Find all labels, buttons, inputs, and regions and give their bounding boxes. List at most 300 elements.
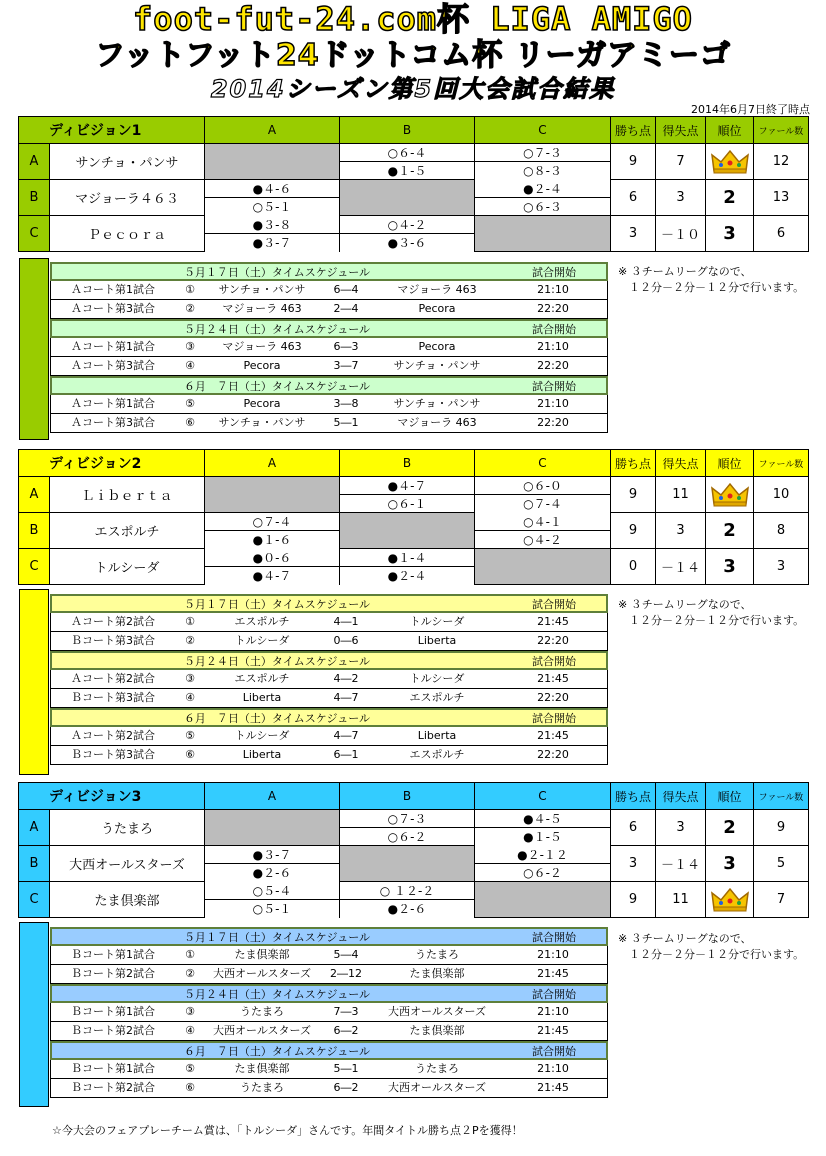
start-time-header: 試合開始	[532, 380, 576, 393]
foul-count: 5	[754, 846, 809, 882]
home-team: 大西オールスターズ	[213, 1024, 311, 1037]
rank: 2	[706, 513, 754, 549]
match-score: 6―3	[333, 340, 359, 353]
match-result: ○６-１	[340, 495, 475, 513]
match-number: ①	[185, 948, 195, 961]
court-slot: Ｂコート第2試合	[71, 1081, 155, 1094]
schedule-side-bar	[19, 589, 49, 775]
match-number: ⑤	[185, 1062, 195, 1075]
col-header-b: B	[340, 450, 475, 477]
away-team: 大西オールスターズ	[388, 1081, 486, 1094]
goal-difference: 11	[656, 477, 706, 513]
col-header-rank: 順位	[706, 117, 754, 144]
start-time-header: 試合開始	[532, 931, 576, 944]
schedule-date-header	[50, 319, 608, 338]
team-name: Ｌｉｂｅｒｔａ	[50, 477, 205, 513]
match-score: 3―7	[333, 359, 359, 372]
goal-difference: 3	[656, 513, 706, 549]
team-letter: B	[19, 513, 50, 549]
team-name: エスポルチ	[50, 513, 205, 549]
schedule-date-header	[50, 1041, 608, 1060]
schedule-match-row	[50, 670, 608, 689]
match-result: ○５-１	[205, 198, 340, 216]
away-team: エスポルチ	[409, 691, 465, 704]
start-time: 22:20	[537, 748, 569, 761]
col-header-win-points: 勝ち点	[611, 783, 656, 810]
home-team: マジョーラ 463	[222, 302, 302, 315]
match-result: ●１-５	[340, 162, 475, 180]
foul-count: 8	[754, 513, 809, 549]
court-slot: Ａコート第1試合	[71, 397, 155, 410]
win-points: 3	[611, 216, 656, 252]
schedule-date-header	[50, 262, 608, 281]
foul-count: 6	[754, 216, 809, 252]
match-result: ●１-４	[340, 549, 475, 567]
home-team: エスポルチ	[234, 615, 290, 628]
match-score: 7―3	[333, 1005, 359, 1018]
match-number: ③	[185, 340, 195, 353]
start-time: 21:10	[537, 283, 569, 296]
schedule-match-row	[50, 632, 608, 651]
standings-table	[18, 782, 809, 918]
goal-difference: －１４	[656, 549, 706, 585]
team-name: うたまろ	[50, 810, 205, 846]
rank: 2	[706, 810, 754, 846]
win-points: 9	[611, 477, 656, 513]
league-note-line: １２分－２分－１２分で行います。	[618, 281, 805, 294]
title-line-3: 2014シーズン第5回大会試合結果	[210, 75, 616, 103]
home-team: Liberta	[242, 691, 282, 704]
foul-count: 9	[754, 810, 809, 846]
schedule-date-header	[50, 984, 608, 1003]
court-slot: Ｂコート第1試合	[71, 948, 155, 961]
schedule-date: ５月１７日（土）タイムスケジュール	[183, 598, 371, 611]
schedule-match-row	[50, 689, 608, 708]
win-points: 9	[611, 882, 656, 918]
start-time: 22:20	[537, 634, 569, 647]
match-result: ●２-４	[340, 567, 475, 585]
team-letter: B	[19, 846, 50, 882]
court-slot: Ｂコート第1試合	[71, 1062, 155, 1075]
home-team: エスポルチ	[234, 672, 290, 685]
court-slot: Ａコート第3試合	[71, 359, 155, 372]
match-result: ●１-５	[475, 828, 611, 846]
match-result: ○７-４	[475, 495, 611, 513]
court-slot: Ａコート第2試合	[71, 615, 155, 628]
match-number: ④	[185, 1024, 195, 1037]
crown-icon	[710, 482, 750, 508]
schedule-date-header	[50, 708, 608, 727]
league-note-line: ※ ３チームリーグなので、	[618, 932, 752, 945]
col-header-fouls: ファール数	[754, 783, 809, 810]
self-match-cell	[205, 810, 340, 846]
court-slot: Ｂコート第3試合	[71, 691, 155, 704]
rank: 2	[706, 180, 754, 216]
match-score: 5―1	[333, 416, 359, 429]
rank-crown	[706, 882, 754, 918]
start-time: 22:20	[537, 302, 569, 315]
start-time: 21:10	[537, 340, 569, 353]
team-name: トルシーダ	[50, 549, 205, 585]
away-team: サンチョ・パンサ	[393, 359, 481, 372]
title-line-2: フットフット24ドットコム杯 リーガアミーゴ	[94, 38, 732, 73]
home-team: Liberta	[242, 748, 282, 761]
team-letter: C	[19, 882, 50, 918]
match-score: 5―1	[333, 1062, 359, 1075]
match-result: ●４-７	[340, 477, 475, 495]
match-number: ①	[185, 615, 195, 628]
home-team: トルシーダ	[234, 634, 290, 647]
schedule-match-row	[50, 1003, 608, 1022]
match-result: ●４-５	[475, 810, 611, 828]
schedule-date: ５月２４日（土）タイムスケジュール	[183, 655, 371, 668]
match-score: 4―1	[333, 615, 359, 628]
league-note	[618, 931, 804, 963]
court-slot: Ａコート第2試合	[71, 729, 155, 742]
match-result: ●２-６	[205, 864, 340, 882]
start-time: 22:20	[537, 416, 569, 429]
match-result: ●２-６	[340, 900, 475, 918]
self-match-cell	[475, 549, 611, 585]
match-result: ○７-３	[340, 810, 475, 828]
match-result: ○５-１	[205, 900, 340, 918]
col-header-win-points: 勝ち点	[611, 117, 656, 144]
schedule-date: ６月 ７日（土）タイムスケジュール	[183, 1045, 371, 1058]
match-result: ●１-６	[205, 531, 340, 549]
league-note-line: １２分－２分－１２分で行います。	[618, 948, 805, 961]
team-name: Ｐｅｃｏｒａ	[50, 216, 205, 252]
match-result: ○６-３	[475, 198, 611, 216]
home-team: トルシーダ	[234, 729, 290, 742]
schedule-date-header	[50, 376, 608, 395]
start-time: 21:45	[537, 729, 569, 742]
team-letter: A	[19, 144, 50, 180]
match-score: 6―4	[333, 283, 359, 296]
court-slot: Ａコート第2試合	[71, 672, 155, 685]
court-slot: Ａコート第3試合	[71, 416, 155, 429]
col-header-win-points: 勝ち点	[611, 450, 656, 477]
league-note	[618, 264, 804, 296]
col-header-a: A	[205, 450, 340, 477]
self-match-cell	[340, 513, 475, 549]
home-team: マジョーラ 463	[222, 340, 302, 353]
match-result: ○４-１	[475, 513, 611, 531]
start-time-header: 試合開始	[532, 988, 576, 1001]
match-score: 2―4	[333, 302, 359, 315]
court-slot: Ａコート第1試合	[71, 340, 155, 353]
home-team: Pecora	[243, 359, 281, 372]
schedule-date: ５月１７日（土）タイムスケジュール	[183, 931, 371, 944]
match-number: ③	[185, 1005, 195, 1018]
away-team: トルシーダ	[409, 672, 465, 685]
schedule-match-row	[50, 1060, 608, 1079]
match-number: ⑤	[185, 397, 195, 410]
away-team: エスポルチ	[409, 748, 465, 761]
self-match-cell	[475, 882, 611, 918]
match-number: ①	[185, 283, 195, 296]
match-score: 3―8	[333, 397, 359, 410]
start-time-header: 試合開始	[532, 1045, 576, 1058]
schedule-match-row	[50, 300, 608, 319]
home-team: たま倶楽部	[234, 948, 290, 961]
start-time: 21:45	[537, 967, 569, 980]
title-line-1: foot-fut-24.com杯 LIGA AMIGO	[133, 0, 693, 38]
match-result: ○ １２-２	[340, 882, 475, 900]
team-name: 大西オールスターズ	[50, 846, 205, 882]
match-result: ○６-４	[340, 144, 475, 162]
start-time-header: 試合開始	[532, 712, 576, 725]
match-score: 6―1	[333, 748, 359, 761]
foul-count: 12	[754, 144, 809, 180]
schedule-date-header	[50, 927, 608, 946]
match-number: ②	[185, 302, 195, 315]
schedule-match-row	[50, 338, 608, 357]
schedule-side-bar	[19, 922, 49, 1107]
schedule-match-row	[50, 1022, 608, 1041]
away-team: Liberta	[417, 729, 457, 742]
team-letter: C	[19, 549, 50, 585]
col-header-fouls: ファール数	[754, 117, 809, 144]
goal-difference: 7	[656, 144, 706, 180]
match-result: ○６-０	[475, 477, 611, 495]
standings-table	[18, 116, 809, 252]
schedule-match-row	[50, 1079, 608, 1098]
schedule-block	[50, 262, 608, 433]
match-result: ○７-３	[475, 144, 611, 162]
rank-crown	[706, 477, 754, 513]
match-result: ○５-４	[205, 882, 340, 900]
home-team: Pecora	[243, 397, 281, 410]
standings-table	[18, 449, 809, 585]
schedule-date: ５月１７日（土）タイムスケジュール	[183, 266, 371, 279]
start-time: 21:45	[537, 1081, 569, 1094]
away-team: たま倶楽部	[409, 1024, 465, 1037]
division-name: ディビジョン1	[19, 117, 205, 144]
rank: 3	[706, 216, 754, 252]
col-header-a: A	[205, 783, 340, 810]
court-slot: Ｂコート第2試合	[71, 1024, 155, 1037]
team-name: サンチョ・パンサ	[50, 144, 205, 180]
foul-count: 7	[754, 882, 809, 918]
match-result: ○７-４	[205, 513, 340, 531]
away-team: うたまろ	[415, 948, 459, 961]
schedule-match-row	[50, 613, 608, 632]
col-header-goal-diff: 得失点	[656, 117, 706, 144]
schedule-date: ６月 ７日（土）タイムスケジュール	[183, 380, 371, 393]
home-team: サンチョ・パンサ	[218, 283, 306, 296]
match-result: ●２-１２	[475, 846, 611, 864]
team-name: マジョーラ４６３	[50, 180, 205, 216]
match-result: ●２-４	[475, 180, 611, 198]
schedule-match-row	[50, 414, 608, 433]
win-points: 6	[611, 810, 656, 846]
schedule-side-bar	[19, 258, 49, 440]
schedule-date: ５月２４日（土）タイムスケジュール	[183, 988, 371, 1001]
schedule-date: ６月 ７日（土）タイムスケジュール	[183, 712, 371, 725]
self-match-cell	[205, 144, 340, 180]
team-letter: A	[19, 477, 50, 513]
col-header-b: B	[340, 117, 475, 144]
match-score: 4―7	[333, 729, 359, 742]
team-letter: C	[19, 216, 50, 252]
league-note	[618, 597, 804, 629]
fair-play-note: ☆今大会のフェアプレーチーム賞は、「トルシーダ」さんです。年間タイトル勝ち点２Pを獲得！	[52, 1124, 523, 1137]
rank: 3	[706, 846, 754, 882]
col-header-goal-diff: 得失点	[656, 783, 706, 810]
match-result: ○４-２	[475, 531, 611, 549]
schedule-block	[50, 927, 608, 1098]
goal-difference: 3	[656, 180, 706, 216]
start-time: 21:10	[537, 1062, 569, 1075]
start-time-header: 試合開始	[532, 655, 576, 668]
division-name: ディビジョン3	[19, 783, 205, 810]
away-team: マジョーラ 463	[397, 416, 477, 429]
self-match-cell	[340, 180, 475, 216]
match-number: ⑤	[185, 729, 195, 742]
match-number: ②	[185, 967, 195, 980]
start-time: 21:10	[537, 1005, 569, 1018]
win-points: 0	[611, 549, 656, 585]
league-note-line: １２分－２分－１２分で行います。	[618, 614, 805, 627]
schedule-date-header	[50, 594, 608, 613]
goal-difference: －１０	[656, 216, 706, 252]
schedule-date: ５月２４日（土）タイムスケジュール	[183, 323, 371, 336]
col-header-rank: 順位	[706, 450, 754, 477]
league-note-line: ※ ３チームリーグなので、	[618, 598, 752, 611]
start-time-header: 試合開始	[532, 323, 576, 336]
division-name: ディビジョン2	[19, 450, 205, 477]
match-result: ●４-６	[205, 180, 340, 198]
court-slot: Ａコート第3試合	[71, 302, 155, 315]
self-match-cell	[340, 846, 475, 882]
schedule-date-header	[50, 651, 608, 670]
win-points: 9	[611, 513, 656, 549]
match-number: ⑥	[185, 748, 195, 761]
start-time: 22:20	[537, 359, 569, 372]
match-number: ③	[185, 672, 195, 685]
self-match-cell	[205, 477, 340, 513]
team-name: たま倶楽部	[50, 882, 205, 918]
crown-icon	[710, 887, 750, 913]
start-time-header: 試合開始	[532, 598, 576, 611]
match-result: ●３-６	[340, 234, 475, 252]
goal-difference: 11	[656, 882, 706, 918]
match-number: ④	[185, 691, 195, 704]
self-match-cell	[475, 216, 611, 252]
goal-difference: －１４	[656, 846, 706, 882]
away-team: Liberta	[417, 634, 457, 647]
foul-count: 3	[754, 549, 809, 585]
col-header-rank: 順位	[706, 783, 754, 810]
team-letter: B	[19, 180, 50, 216]
start-time: 21:45	[537, 672, 569, 685]
schedule-match-row	[50, 395, 608, 414]
foul-count: 13	[754, 180, 809, 216]
match-number: ②	[185, 634, 195, 647]
start-time: 21:45	[537, 1024, 569, 1037]
rank: 3	[706, 549, 754, 585]
match-score: 4―7	[333, 691, 359, 704]
match-number: ⑥	[185, 1081, 195, 1094]
match-score: 4―2	[333, 672, 359, 685]
win-points: 6	[611, 180, 656, 216]
match-result: ●３-７	[205, 234, 340, 252]
start-time: 22:20	[537, 691, 569, 704]
away-team: トルシーダ	[409, 615, 465, 628]
schedule-match-row	[50, 727, 608, 746]
match-score: 2―12	[330, 967, 362, 980]
match-result: ○４-２	[340, 216, 475, 234]
match-score: 6―2	[333, 1081, 359, 1094]
schedule-block	[50, 594, 608, 765]
schedule-match-row	[50, 357, 608, 376]
start-time: 21:10	[537, 948, 569, 961]
match-result: ●４-７	[205, 567, 340, 585]
match-result: ●３-８	[205, 216, 340, 234]
col-header-c: C	[475, 450, 611, 477]
home-team: 大西オールスターズ	[213, 967, 311, 980]
foul-count: 10	[754, 477, 809, 513]
away-team: Pecora	[418, 302, 456, 315]
court-slot: Ｂコート第3試合	[71, 748, 155, 761]
rank-crown	[706, 144, 754, 180]
match-result: ●３-７	[205, 846, 340, 864]
match-result: ○６-２	[340, 828, 475, 846]
league-note-line: ※ ３チームリーグなので、	[618, 265, 752, 278]
as-of-date: 2014年6月7日終了時点	[691, 103, 810, 116]
schedule-match-row	[50, 946, 608, 965]
match-number: ④	[185, 359, 195, 372]
home-team: うたまろ	[240, 1005, 284, 1018]
court-slot: Ｂコート第2試合	[71, 967, 155, 980]
away-team: サンチョ・パンサ	[393, 397, 481, 410]
home-team: たま倶楽部	[234, 1062, 290, 1075]
home-team: サンチョ・パンサ	[218, 416, 306, 429]
col-header-a: A	[205, 117, 340, 144]
away-team: うたまろ	[415, 1062, 459, 1075]
match-score: 0―6	[333, 634, 359, 647]
col-header-fouls: ファール数	[754, 450, 809, 477]
match-result: ●０-６	[205, 549, 340, 567]
match-score: 6―2	[333, 1024, 359, 1037]
col-header-b: B	[340, 783, 475, 810]
court-slot: Ｂコート第1試合	[71, 1005, 155, 1018]
schedule-match-row	[50, 746, 608, 765]
team-letter: A	[19, 810, 50, 846]
col-header-c: C	[475, 783, 611, 810]
court-slot: Ａコート第1試合	[71, 283, 155, 296]
match-result: ○８-３	[475, 162, 611, 180]
match-result: ○６-２	[475, 864, 611, 882]
match-number: ⑥	[185, 416, 195, 429]
away-team: マジョーラ 463	[397, 283, 477, 296]
away-team: 大西オールスターズ	[388, 1005, 486, 1018]
win-points: 9	[611, 144, 656, 180]
col-header-c: C	[475, 117, 611, 144]
start-time: 21:10	[537, 397, 569, 410]
schedule-match-row	[50, 965, 608, 984]
start-time: 21:45	[537, 615, 569, 628]
court-slot: Ｂコート第3試合	[71, 634, 155, 647]
goal-difference: 3	[656, 810, 706, 846]
away-team: たま倶楽部	[409, 967, 465, 980]
match-score: 5―4	[333, 948, 359, 961]
col-header-goal-diff: 得失点	[656, 450, 706, 477]
win-points: 3	[611, 846, 656, 882]
away-team: Pecora	[418, 340, 456, 353]
crown-icon	[710, 149, 750, 175]
home-team: うたまろ	[240, 1081, 284, 1094]
